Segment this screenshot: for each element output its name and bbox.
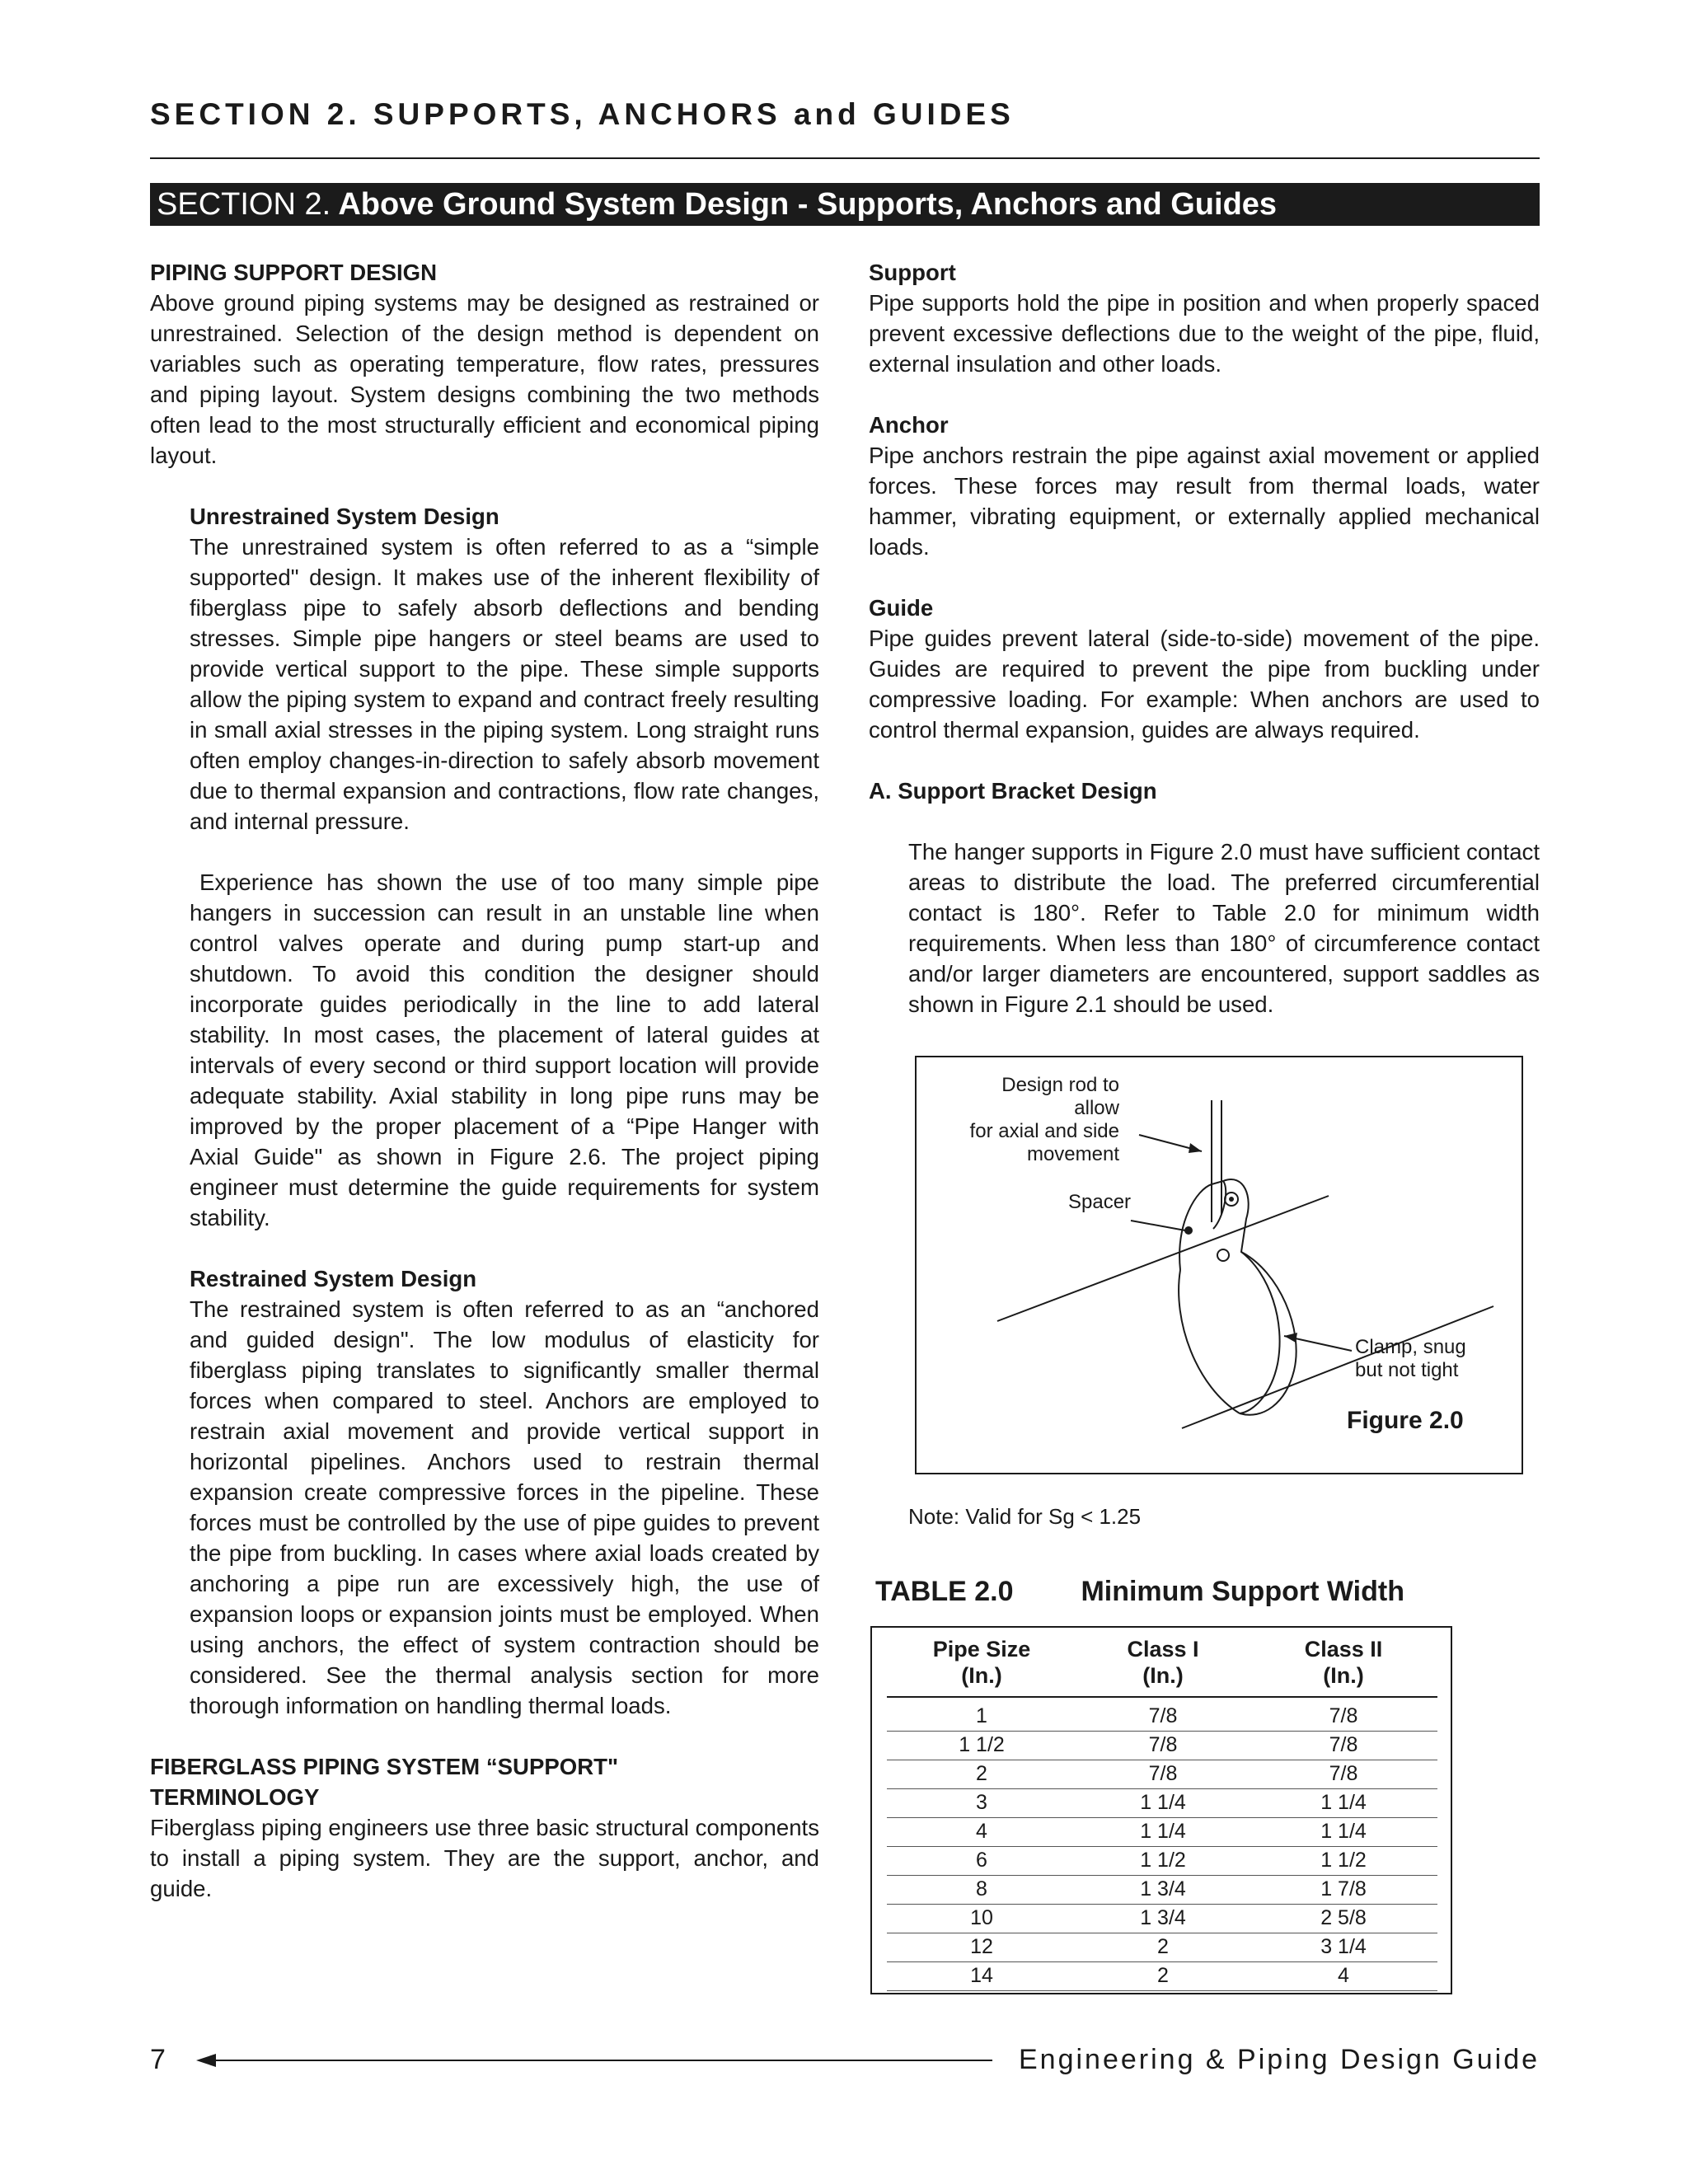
cell-class-1: 7/8 xyxy=(1148,1733,1178,1756)
header-class-2 xyxy=(1250,1636,1437,1689)
header-rule-line xyxy=(887,1696,1437,1698)
table-row xyxy=(887,1788,1437,1818)
footer-arrow-icon xyxy=(196,2050,994,2070)
table-row xyxy=(887,1760,1437,1789)
cell-pipe-size: 1 xyxy=(976,1704,987,1727)
terminology-heading-line1: FIBERGLASS PIPING SYSTEM “SUPPORT" xyxy=(150,1754,619,1779)
cell-class-2: 7/8 xyxy=(1329,1704,1358,1727)
cell-pipe-size: 10 xyxy=(970,1906,993,1929)
experience-paragraph: Experience has shown the use of too many simple pipe hangers in succession can result in an unstable line when control valves operate and during pump start-up and shutdown. To avoid this condition the designer should incorporate guides periodically in the line to add lateral stability. In most cases, the placement of lateral guides at intervals of every second or third support location will provide adequate stability. Axial stability in long pipe runs may be improved by the proper placement of a “Pipe Hanger with Axial Guide" as shown in Figure 2.6. The project piping engineer must determine the guide requirements for system stability. xyxy=(190,869,819,1230)
cell-class-1: 2 xyxy=(1157,1964,1169,1987)
cell-pipe-size: 1 1/2 xyxy=(959,1733,1005,1756)
guide-heading: Guide xyxy=(869,595,934,621)
table-row xyxy=(887,1817,1437,1847)
cell-class-1: 7/8 xyxy=(1148,1762,1178,1785)
table-row xyxy=(887,1702,1437,1732)
piping-support-heading: PIPING SUPPORT DESIGN xyxy=(150,260,438,285)
bracket-heading: A. Support Bracket Design xyxy=(869,778,1157,804)
cell-class-1: 1 1/4 xyxy=(1140,1791,1186,1814)
cell-class-2: 1 1/4 xyxy=(1320,1820,1367,1843)
cell-class-2: 7/8 xyxy=(1329,1733,1358,1756)
header-pipe-size xyxy=(887,1636,1076,1689)
cell-class-2: 2 5/8 xyxy=(1320,1906,1367,1929)
table-number: TABLE 2.0 xyxy=(875,1576,1014,1607)
cell-pipe-size: 12 xyxy=(970,1935,993,1958)
piping-support-paragraph: Above ground piping systems may be designed as restrained or unrestrained. Selection of the design method is dependent on variables such as operating temperature, flow rates, pressures and piping layout. System designs combining the two methods often lead to the most structurally efficient and economical piping layout. xyxy=(150,290,819,468)
clamp-label xyxy=(1355,1336,1466,1382)
support-heading: Support xyxy=(869,260,956,285)
cell-pipe-size: 8 xyxy=(976,1877,987,1900)
header-pipe-size-line2: (In.) xyxy=(961,1663,1002,1688)
running-header: SECTION 2. SUPPORTS, ANCHORS and GUIDES xyxy=(150,97,1015,131)
cell-pipe-size: 4 xyxy=(976,1820,987,1843)
rod-label-line1: Design rod to allow xyxy=(1001,1074,1119,1119)
support-paragraph: Pipe supports hold the pipe in position and when properly spaced prevent excessive deflections due to the weight of the pipe, fluid, external insulation and other loads. xyxy=(869,290,1540,377)
restrained-heading: Restrained System Design xyxy=(190,1266,477,1291)
header-class-1-line1: Class I xyxy=(1127,1637,1199,1661)
restrained-paragraph: The restrained system is often referred to as an “anchored and guided design". The low modulus of elasticity for fiberglass piping translates to significantly smaller thermal forces when compared to steel. Anchors are employed to restrain axial movement and provide vertical support in horizontal pipelines. Anchors used to restrain thermal expansion create compressive forces in the pipeline. These forces must be controlled by the use of pipe guides to prevent the pipe from buckling. In cases where axial loads created by anchoring a pipe run are excessively high, the use of expansion loops or expansion joints must be employed. When using anchors, the effect of system contraction should be considered. See the thermal analysis section for more thorough information on handling thermal loads. xyxy=(190,1296,819,1718)
cell-class-2: 1 7/8 xyxy=(1320,1877,1367,1900)
table-row xyxy=(887,1875,1437,1905)
cell-class-2: 1 1/4 xyxy=(1320,1791,1367,1814)
cell-class-2: 1 1/2 xyxy=(1320,1849,1367,1872)
cell-pipe-size: 14 xyxy=(970,1964,993,1987)
table-row xyxy=(887,1904,1437,1933)
table-title xyxy=(875,1576,1404,1608)
figure-2-0 xyxy=(915,1056,1523,1474)
header-pipe-size-line1: Pipe Size xyxy=(932,1637,1031,1661)
figure-note: Note: Valid for Sg < 1.25 xyxy=(908,1504,1142,1529)
terminology-heading-line2: TERMINOLOGY xyxy=(150,1784,320,1810)
table-row xyxy=(887,1731,1437,1760)
cell-class-1: 7/8 xyxy=(1148,1704,1178,1727)
header-class-2-line2: (In.) xyxy=(1323,1663,1364,1688)
cell-class-1: 2 xyxy=(1157,1935,1169,1958)
cell-class-1: 1 1/4 xyxy=(1140,1820,1186,1843)
header-rule xyxy=(150,157,1540,159)
header-class-1-line2: (In.) xyxy=(1142,1663,1184,1688)
table-row xyxy=(887,1933,1437,1962)
clamp-label-line1: Clamp, snug xyxy=(1355,1336,1466,1358)
banner-title: Above Ground System Design - Supports, Anchors and Guides xyxy=(338,187,1278,222)
cell-class-1: 1 1/2 xyxy=(1140,1849,1186,1872)
header-class-1 xyxy=(1076,1636,1250,1689)
anchor-heading: Anchor xyxy=(869,412,949,438)
clamp-label-line2: but not tight xyxy=(1355,1359,1459,1381)
rod-label xyxy=(954,1074,1119,1166)
min-support-width-table xyxy=(870,1626,1452,1994)
unrestrained-heading: Unrestrained System Design xyxy=(190,504,499,529)
cell-class-2: 4 xyxy=(1338,1964,1349,1987)
terminology-paragraph: Fiberglass piping engineers use three basic structural components to install a piping system. They are the support, anchor, and guide. xyxy=(150,1815,819,1901)
footer-guide-title: Engineering & Piping Design Guide xyxy=(1019,2044,1540,2075)
table-header xyxy=(887,1636,1437,1688)
right-column xyxy=(869,257,1540,1019)
banner-prefix: SECTION 2. xyxy=(157,187,331,222)
section-banner xyxy=(150,183,1540,226)
cell-class-1: 1 3/4 xyxy=(1140,1877,1186,1900)
header-class-2-line1: Class II xyxy=(1304,1637,1383,1661)
table-row xyxy=(887,1961,1437,1991)
rod-label-line3: movement xyxy=(1026,1143,1119,1165)
figure-caption: Figure 2.0 xyxy=(1347,1407,1464,1434)
rod-label-line2: for axial and side xyxy=(969,1120,1119,1142)
cell-pipe-size: 6 xyxy=(976,1849,987,1872)
page-number: 7 xyxy=(150,2044,166,2075)
left-column xyxy=(150,257,819,1904)
cell-class-1: 1 3/4 xyxy=(1140,1906,1186,1929)
table-row xyxy=(887,1846,1437,1876)
cell-class-2: 3 1/4 xyxy=(1320,1935,1367,1958)
spacer-label: Spacer xyxy=(1068,1191,1132,1213)
cell-class-2: 7/8 xyxy=(1329,1762,1358,1785)
anchor-paragraph: Pipe anchors restrain the pipe against axial movement or applied forces. These forces may result from thermal loads, water hammer, vibrating equipment, or externally applied mechanical loads. xyxy=(869,443,1540,560)
guide-paragraph: Pipe guides prevent lateral (side-to-side) movement of the pipe. Guides are required to prevent the pipe from buckling under compressive loading. For example: When anchors are used to control thermal expansion, guides are always required. xyxy=(869,626,1540,743)
unrestrained-paragraph: The unrestrained system is often referred to as a “simple supported" design. It makes use of the inherent flexibility of fiberglass pipe to safely absorb deflections and bending stresses. Simple pipe hangers or steel beams are used to provide vertical support to the pipe. These simple supports allow the piping system to expand and contract freely resulting in small axial stresses in the piping system. Long straight runs often employ changes-in-direction to safely absorb movement due to thermal expansion and contractions, flow rate changes, and internal pressure. xyxy=(190,534,819,834)
cell-pipe-size: 3 xyxy=(976,1791,987,1814)
cell-pipe-size: 2 xyxy=(976,1762,987,1785)
bracket-paragraph: The hanger supports in Figure 2.0 must have sufficient contact areas to distribute the load. The preferred circumferential contact is 180°. Refer to Table 2.0 for minimum width requirements. When less than 180° of circumference contact and/or larger diameters are encountered, support saddles as shown in Figure 2.1 should be used. xyxy=(908,839,1540,1017)
table-caption: Minimum Support Width xyxy=(1081,1576,1404,1607)
